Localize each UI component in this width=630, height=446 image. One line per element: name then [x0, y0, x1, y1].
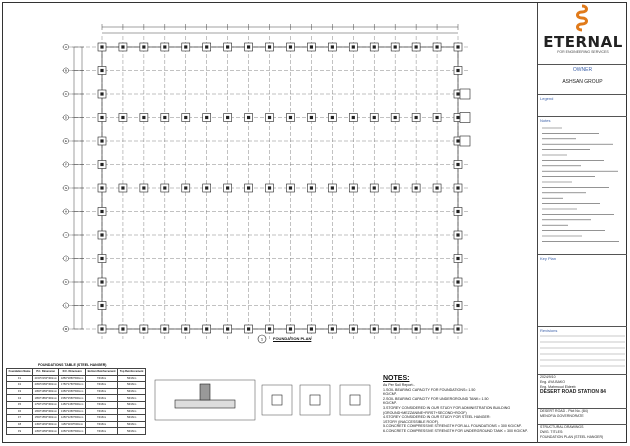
table-cell: 5Φ16/m	[118, 415, 146, 422]
grid-bubble-label: F	[65, 162, 67, 167]
table-cell: 7Φ16/m	[85, 428, 117, 435]
table-row	[7, 401, 146, 408]
table-cell: F4	[7, 395, 33, 402]
column-base	[352, 45, 355, 48]
table-cell: 1850*1850*600mm	[59, 375, 85, 382]
note-line: KG/CM².	[383, 401, 397, 406]
table-cell: F7	[7, 415, 33, 422]
column-base	[121, 116, 124, 119]
grid-bubble-label: K	[64, 280, 68, 285]
column-base	[331, 45, 334, 48]
footing	[460, 136, 470, 146]
plan-title: FOUNDATION PLAN	[273, 336, 312, 341]
table-header: P.C. Dimension	[33, 369, 59, 376]
footing	[460, 113, 470, 123]
column-base	[456, 257, 459, 260]
column-base	[331, 327, 334, 330]
table-cell: 5Φ16/m	[118, 428, 146, 435]
drawing-title-box	[538, 425, 627, 443]
column-base	[226, 327, 229, 330]
column-base	[352, 186, 355, 189]
table-cell: 1950*1950*300mm	[33, 388, 59, 395]
column-base	[415, 45, 418, 48]
column-base	[394, 186, 397, 189]
grid-bubble-label: L	[65, 303, 67, 308]
table-cell: 1450*1450*300mm	[33, 421, 59, 428]
note-line: 3.STOREY CONSIDERED IN OUR STUDY FOR ADMINISTRATION BUILDING	[383, 405, 511, 410]
drawing-title-value: FOUNDATION PLAN (STEEL HANGER)	[540, 435, 604, 439]
project-name: DESERT ROAD STATION 84	[540, 389, 606, 395]
revisions-label: Revisions	[540, 328, 558, 333]
column-base	[456, 69, 459, 72]
checked-by-value: Eng. Mahmoud Eldeeb	[540, 385, 576, 389]
foundation-table	[6, 368, 146, 435]
table-cell: 7Φ16/m	[85, 415, 117, 422]
column-base	[331, 186, 334, 189]
company-logo-text: ETERNAL	[543, 33, 623, 51]
note-line: (GROUND+MEZZANINE+FIRST+SECOND+ROOF)	[383, 410, 467, 415]
column-base	[435, 116, 438, 119]
project-address-box	[538, 409, 627, 425]
grid-bubble-label: A	[64, 45, 68, 50]
column-base	[373, 116, 376, 119]
table-cell: 1250*1250*600mm	[59, 415, 85, 422]
column-base	[121, 45, 124, 48]
column-base	[394, 45, 397, 48]
column-base	[289, 327, 292, 330]
column-base	[456, 45, 459, 48]
table-cell: 7Φ16/m	[85, 401, 117, 408]
column-base	[226, 186, 229, 189]
table-cell: 7Φ16/m	[85, 388, 117, 395]
table-row	[7, 395, 146, 402]
table-cell: 7Φ16/m	[85, 395, 117, 402]
column-base	[205, 186, 208, 189]
column-base	[226, 45, 229, 48]
grid-bubble-label: B	[64, 68, 68, 73]
table-cell: 5Φ16/m	[118, 401, 146, 408]
key-plan-box	[538, 255, 627, 327]
column-base	[100, 304, 103, 307]
column-base	[163, 186, 166, 189]
grid-bubble-label: E	[64, 139, 68, 144]
table-cell: 2050*2050*300mm	[33, 382, 59, 389]
column-base	[121, 327, 124, 330]
general-notes-text-block	[538, 124, 627, 252]
column-base	[121, 186, 124, 189]
note-line: 1.SOIL BEARING CAPACITY FOR FOUNDATIONS= 1.50	[383, 387, 476, 392]
column-base	[310, 45, 313, 48]
table-cell: F1	[7, 375, 33, 382]
drawing-title-label: DWG. TITLES:	[540, 430, 564, 434]
note-line: 6.CONCRETE COMPRESSIVE STRENGTH FOR UNDERGROUND TANK = 300 KG/CM².	[383, 428, 528, 433]
table-row	[7, 421, 146, 428]
note-line: 2.SOIL BEARING CAPACITY FOR UNDERGROUND TANK= 1.50	[383, 396, 489, 401]
table-cell: 1350*1350*300mm	[33, 428, 59, 435]
table-cell: F8	[7, 421, 33, 428]
column-base	[268, 186, 271, 189]
grid-bubble-label: H	[64, 209, 68, 214]
table-row	[7, 375, 146, 382]
column-base	[100, 92, 103, 95]
table-cell: 5Φ16/m	[118, 395, 146, 402]
grid-bubble-label: C	[64, 92, 68, 97]
column-section	[200, 384, 210, 400]
notes-box-label: Notes	[540, 118, 551, 123]
table-cell: 7Φ16/m	[85, 408, 117, 415]
owner-name: ASHSAN GROUP	[562, 79, 603, 85]
column-base	[247, 45, 250, 48]
table-cell: 1650*1650*600mm	[59, 388, 85, 395]
legend-label: Legend	[540, 96, 554, 101]
grid-bubble-label: D	[64, 115, 68, 120]
column-detail	[350, 395, 360, 405]
column-base	[184, 116, 187, 119]
foundation-table-title: FOUNDATIONS TABLE (STEEL HANGER)	[38, 363, 107, 367]
table-cell: F6	[7, 408, 33, 415]
project-address-line1: DESERT ROAD - Plot No. (84)	[540, 409, 588, 413]
notes-title: NOTES:	[383, 375, 410, 382]
table-header: Bottom Reinforcement	[85, 369, 117, 376]
table-header: Top Reinforcement	[118, 369, 146, 376]
column-base	[226, 116, 229, 119]
column-detail	[272, 395, 282, 405]
column-base	[352, 116, 355, 119]
column-base	[142, 116, 145, 119]
column-base	[456, 163, 459, 166]
date-value: 2024/9/10	[540, 375, 556, 379]
project-address-line2: MENOFIA GOVERNORATE	[540, 414, 584, 418]
company-logo-subtitle: FOR ENGINEERING SERVICES	[557, 50, 609, 54]
column-base	[373, 45, 376, 48]
notes-box	[538, 117, 627, 255]
column-detail	[310, 395, 320, 405]
table-cell: F5	[7, 401, 33, 408]
column-base	[289, 116, 292, 119]
column-base	[100, 327, 103, 330]
note-line: As Per Soil Report:-	[383, 383, 415, 387]
table-row	[7, 388, 146, 395]
owner-box	[538, 65, 627, 95]
table-cell: F9	[7, 428, 33, 435]
column-base	[456, 210, 459, 213]
column-base	[310, 116, 313, 119]
grid-bubble-label: J	[65, 256, 67, 261]
company-logo-icon	[538, 3, 627, 33]
table-cell: 1750*1750*300mm	[33, 401, 59, 408]
legend-box	[538, 95, 627, 117]
table-cell: 7Φ16/m	[85, 382, 117, 389]
column-base	[394, 327, 397, 330]
table-cell: 1550*1550*600mm	[59, 395, 85, 402]
table-cell: 5Φ16/m	[118, 421, 146, 428]
column-base	[331, 116, 334, 119]
designed-by-value: Eng. AYA BAKO	[540, 380, 565, 384]
column-base	[310, 327, 313, 330]
column-base	[100, 186, 103, 189]
project-info-box	[538, 375, 627, 409]
grid-bubble-label: I	[65, 233, 67, 238]
column-base	[100, 139, 103, 142]
note-line: 1STORY (INACCESSIBLE ROOF).	[383, 419, 440, 424]
column-base	[415, 327, 418, 330]
column-base	[163, 45, 166, 48]
table-cell: 1050*1050*600mm	[59, 428, 85, 435]
column-base	[456, 233, 459, 236]
notes-list	[383, 383, 533, 434]
key-plan-label: Key Plan	[540, 256, 557, 261]
column-base	[100, 163, 103, 166]
column-base	[205, 45, 208, 48]
column-base	[456, 139, 459, 142]
column-base	[435, 327, 438, 330]
column-base	[142, 45, 145, 48]
table-header: R.C. Dimension	[59, 369, 85, 376]
table-cell: 1450*1450*600mm	[59, 401, 85, 408]
column-base	[184, 45, 187, 48]
column-base	[435, 45, 438, 48]
column-base	[205, 116, 208, 119]
table-cell: 5Φ16/m	[118, 382, 146, 389]
table-cell: 7Φ16/m	[85, 421, 117, 428]
column-base	[100, 257, 103, 260]
grid-bubble-label: G	[64, 186, 68, 191]
column-base	[310, 186, 313, 189]
column-base	[456, 116, 459, 119]
table-header: Foundation Name	[7, 369, 33, 376]
column-base	[352, 327, 355, 330]
column-base	[100, 45, 103, 48]
discipline: STRUCTURAL DRAWINGS	[540, 425, 584, 429]
column-base	[142, 186, 145, 189]
table-cell: 5Φ16/m	[118, 375, 146, 382]
logo-area	[538, 3, 627, 65]
column-base	[268, 116, 271, 119]
revisions-box	[538, 327, 627, 375]
note-line: 5.CONCRETE COMPRESSIVE STRENGTH FOR ALL FOUNDATIONS = 300 KG/CM².	[383, 424, 522, 429]
table-cell: 1550*1550*300mm	[33, 415, 59, 422]
column-base	[415, 186, 418, 189]
note-line: 4.STOREY CONSIDERED IN OUR STUDY FOR STEEL HANGER:	[383, 415, 491, 420]
table-cell: 5Φ16/m	[118, 408, 146, 415]
column-base	[394, 116, 397, 119]
column-base	[289, 186, 292, 189]
table-cell: F3	[7, 388, 33, 395]
column-base	[247, 327, 250, 330]
column-base	[100, 116, 103, 119]
table-cell: 1150*1150*600mm	[59, 421, 85, 428]
column-base	[456, 280, 459, 283]
table-cell: 5Φ16/m	[118, 388, 146, 395]
column-base	[100, 210, 103, 213]
column-base	[268, 327, 271, 330]
column-base	[163, 116, 166, 119]
column-base	[142, 327, 145, 330]
column-base	[456, 186, 459, 189]
plan-number: 1	[260, 336, 264, 342]
title-block	[537, 3, 626, 443]
revisions-table	[538, 334, 627, 372]
column-base	[268, 45, 271, 48]
table-cell: F2	[7, 382, 33, 389]
column-base	[205, 327, 208, 330]
column-base	[373, 186, 376, 189]
table-row	[7, 415, 146, 422]
column-base	[100, 69, 103, 72]
table-cell: 1350*1350*600mm	[59, 408, 85, 415]
grid-bubble-label: M	[64, 327, 68, 332]
table-row	[7, 408, 146, 415]
column-base	[415, 116, 418, 119]
column-base	[184, 186, 187, 189]
column-base	[184, 327, 187, 330]
column-base	[247, 116, 250, 119]
column-base	[456, 327, 459, 330]
table-cell: 2150*2150*300mm	[33, 375, 59, 382]
column-base	[100, 280, 103, 283]
note-line: KG/CM².	[383, 392, 397, 397]
table-cell: 1750*1750*600mm	[59, 382, 85, 389]
table-row	[7, 428, 146, 435]
table-cell: 1650*1650*300mm	[33, 408, 59, 415]
column-base	[456, 304, 459, 307]
column-base	[100, 233, 103, 236]
table-row	[7, 382, 146, 389]
footing	[460, 89, 470, 99]
column-base	[289, 45, 292, 48]
footing-section	[175, 400, 235, 408]
column-base	[247, 186, 250, 189]
column-base	[163, 327, 166, 330]
table-cell: 7Φ16/m	[85, 375, 117, 382]
column-base	[373, 327, 376, 330]
table-cell: 1850*1850*300mm	[33, 395, 59, 402]
column-base	[435, 186, 438, 189]
owner-label: OWNER	[572, 67, 593, 73]
column-base	[456, 92, 459, 95]
